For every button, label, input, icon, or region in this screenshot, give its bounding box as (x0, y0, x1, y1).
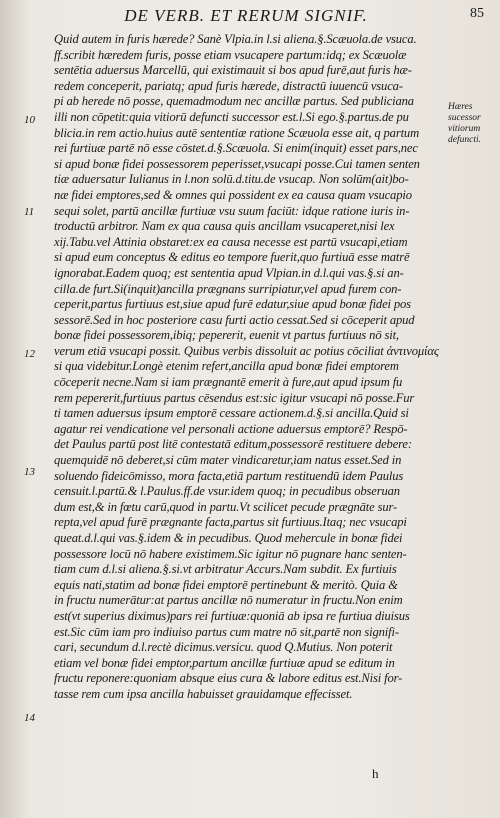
text-line: equis nati,statim ad bonæ fidei emptorē pertinebunt & meritò. Quia & (54, 577, 398, 592)
text-line: est(vt superius diximus)pars rei furtiuæ:quoniā ab ipsa re furtiua diuisus (54, 608, 410, 623)
text-line: si apud eum conceptus & editus eo tempore fuerit,quo furtiuā esse matrē (54, 250, 410, 265)
text-line: agatur rei vendicatione vel personali actione aduersus emptorē? Respō- (54, 421, 408, 436)
text-line: possessore locū nō habere existimem.Sic igitur nō pugnare hanc senten- (54, 546, 407, 561)
text-line: redem conceperit, pariatq; apud furis hærede, distractū iuuencū vsuca- (54, 78, 403, 93)
text-line: xij.Tabu.vel Attinia obstaret:ex ea causa necesse est partū vsucapi,etiam (54, 234, 408, 249)
text-line: bonæ fidei possessorem,ibiq; pepererit, euenit vt partus furtiuus nō sit, (54, 328, 399, 343)
text-line: pi ab herede nō posse, quemadmodum nec ancillæ partus. Sed publiciana (54, 94, 414, 109)
text-line: cōceperit necne.Nam si iam prægnantē emerit à fure,aut apud ipsum fu (54, 375, 403, 390)
text-line: tiæ aduersatur Iulianus in l.non solū.d.titu.de vsucap. Non solūm(ait)bo- (54, 172, 409, 187)
text-line: est.Sic cūm iam pro indiuiso partus cum matre nō sit,partē non signifi- (54, 624, 399, 639)
text-line: soluendo fideicōmisso, mora facta,etiā partum restituendū idem Paulus (54, 468, 404, 483)
text-line: cilla.de furt.Si(inquit)ancilla prægnans surripiatur,vel apud furem con- (54, 281, 402, 296)
text-line: Quid autem in furis hærede? Sanè Vlpia.in l.si aliena.§.Scæuola.de vsuca. (54, 32, 417, 46)
text-line: cari, secundum d.l.rectè dicimus.versicu. quod Q.Mutius. Non poterit (54, 640, 393, 655)
text-line: rei furtiuæ partē nō esse cōstet.d.§.Scæuola. Si enim(inquit) esset pars,nec (54, 141, 418, 156)
text-line: repta,vel apud furē prægnante facta,partus sit furtiuus.Itaq; nec vsucapi (54, 515, 407, 530)
margin-note: Hæres sucessor vitiorum defuncti. (448, 102, 481, 145)
text-line: censuit.l.partū.& l.Paulus.ff.de vsur.idem quoq; in pecudibus obseruan (54, 484, 400, 499)
text-line: quemquidē nō deberet,si cūm mater vindicaretur,iam natus esset.Sed in (54, 453, 402, 468)
text-line: tiam cum d.l.si aliena.§.si.vt arbitratur Accurs.Nam subdit. Ex furtiuis (54, 562, 397, 577)
text-line: sentētia aduersus Marcellū, qui existimauit si bos apud furē,aut furis hæ- (54, 63, 412, 78)
running-title: DE VERB. ET RERUM SIGNIF. (124, 6, 368, 25)
text-line: etiam vel bonæ fidei emptor,partum ancillæ furtiuæ apud se editum in (54, 655, 395, 670)
text-line: queat.d.l.qui vas.§.idem & in pecudibus. Quod mehercule in bonæ fidei (54, 531, 403, 545)
margin-number: 11 (24, 206, 35, 218)
body-text (54, 32, 458, 703)
catchword: h (372, 766, 379, 781)
text-line: ceperit,partus furtiuus est,siue apud furē edatur,siue apud bonæ fidei pos (54, 297, 411, 312)
text-line: illi non cōpetit:quia vitiorū defuncti successor est.l.Si ego.§.partus.de pu (54, 109, 409, 124)
page-number: 85 (470, 6, 484, 21)
text-line: ff.scribit hæredem furis, posse etiam vsucapere partum:idq; ex Scæuolæ (54, 47, 407, 62)
margin-number: 10 (24, 114, 35, 126)
margin-number: 13 (24, 466, 35, 478)
text-line: sessorē.Sed in hoc posteriore casu furti actio cessat.Sed si cōceperit apud (54, 312, 415, 327)
text-line: det Paulus partū post litē contestatā editum,possessorē restituere debere: (54, 437, 412, 452)
margin-number: 14 (24, 712, 35, 724)
text-line: dum est,& in fœtu carū,quod in partu.Vt scilicet pecude prægnāte sur- (54, 499, 398, 514)
text-line: troductū arbitror. Nam ex qua causa quis ancillam vsucaperet,nisi lex (54, 219, 395, 234)
margin-number: 12 (24, 348, 35, 360)
text-line: si apud bonæ fidei possessorem peperisset,vsucapi posse.Cui tamen senten (54, 156, 420, 171)
text-line: tasse rem cum ipsa ancilla habuisset grauidamque effecisset. (54, 686, 353, 701)
text-line: næ fidei emptores,sed & omnes qui possident ex ea causa quam vsucapio (54, 187, 412, 202)
text-line: si qua videbitur.Longè etenim refert,ancilla apud bonæ fidei emptorem (54, 359, 399, 374)
text-line: blicia.in rem actio.huius autē sententiæ ratione Scæuola esse ait, q partum (54, 125, 420, 140)
text-line: fructu reponere:quoniam absque eius cura & labore editus est.Nisi for- (54, 671, 403, 686)
text-line: sequi solet, partū ancillæ furtiuæ vsu suum faciūt: idque ratione iuris in- (54, 203, 410, 218)
text-line: verum etiā vsucapi possit. Quibus verbis dissoluit ac potius cōciliat ἀντινομίας (54, 343, 439, 358)
text-line: ti tamen aduersus ipsum emptorē cessare actionem.d.§.si ancilla.Quid si (54, 406, 409, 421)
text-line: ignorabat.Eadem quoq; est sententia apud Vlpian.in d.l.qui vas.§.si an- (54, 265, 404, 280)
text-line: in fructu numerātur:at partus ancillæ nō numeratur in fructu.Non enim (54, 593, 403, 608)
text-line: rem pepererit,furtiuus partus cēsendus est:sic igitur vsucapi nō posse.Fur (54, 390, 415, 405)
